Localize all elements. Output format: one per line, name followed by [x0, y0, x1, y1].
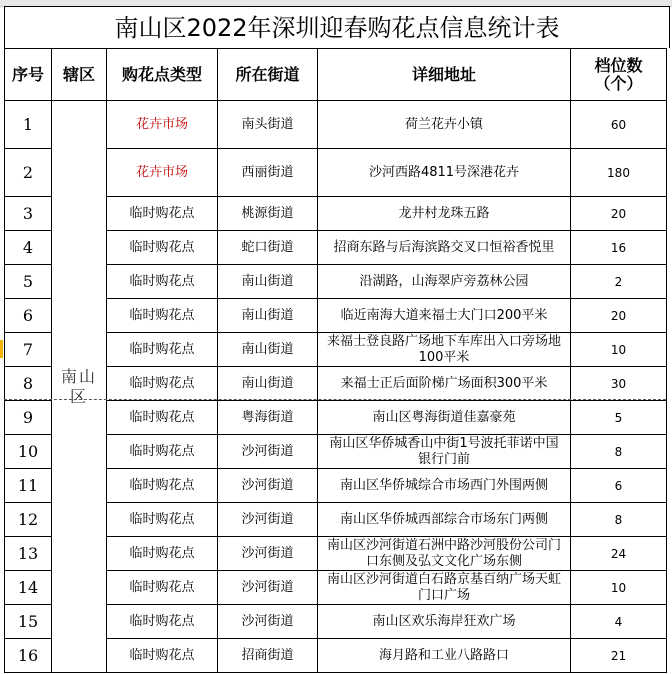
row-address: 南山区华侨城西部综合市场东门两侧 [318, 503, 571, 537]
row-type: 临时购花点 [107, 605, 218, 639]
row-seq: 9 [5, 401, 52, 435]
row-type: 临时购花点 [107, 537, 218, 571]
row-seq: 7 [5, 333, 52, 367]
row-seq: 16 [5, 639, 52, 673]
row-seq: 11 [5, 469, 52, 503]
header-district: 辖区 [52, 49, 107, 101]
row-count: 20 [571, 197, 667, 231]
row-type: 临时购花点 [107, 265, 218, 299]
header-address: 详细地址 [318, 49, 571, 101]
row-street: 粤海街道 [218, 401, 318, 435]
row-seq: 12 [5, 503, 52, 537]
row-count: 10 [571, 571, 667, 605]
row-count: 2 [571, 265, 667, 299]
row-type: 临时购花点 [107, 639, 218, 673]
row-type: 花卉市场 [107, 149, 218, 197]
row-address: 南山区沙河街道白石路京基百纳广场天虹门口广场 [318, 571, 571, 605]
row-address: 南山区粤海街道佳嘉豪苑 [318, 401, 571, 435]
row-seq: 6 [5, 299, 52, 333]
row-type: 临时购花点 [107, 299, 218, 333]
row-type: 临时购花点 [107, 503, 218, 537]
row-street: 南山街道 [218, 265, 318, 299]
row-type: 临时购花点 [107, 367, 218, 401]
row-address: 南山区沙河街道石洲中路沙河股份公司门口东侧及弘文文化广场东侧 [318, 537, 571, 571]
row-seq: 5 [5, 265, 52, 299]
row-type: 临时购花点 [107, 401, 218, 435]
row-address: 临近南海大道来福士大门口200平米 [318, 299, 571, 333]
row-count: 60 [571, 101, 667, 149]
row-type: 临时购花点 [107, 469, 218, 503]
row-count: 5 [571, 401, 667, 435]
row-type: 临时购花点 [107, 571, 218, 605]
row-address: 来福士正后面阶梯广场面积300平米 [318, 367, 571, 401]
row-address: 龙井村龙珠五路 [318, 197, 571, 231]
row-type: 临时购花点 [107, 435, 218, 469]
row-seq: 14 [5, 571, 52, 605]
row-count: 24 [571, 537, 667, 571]
row-street: 南山街道 [218, 299, 318, 333]
row-street: 沙河街道 [218, 571, 318, 605]
header-street: 所在街道 [218, 49, 318, 101]
row-seq: 13 [5, 537, 52, 571]
row-count: 20 [571, 299, 667, 333]
header-count-line2: （个） [594, 73, 643, 93]
row-count: 16 [571, 231, 667, 265]
row-type: 临时购花点 [107, 333, 218, 367]
row-street: 蛇口街道 [218, 231, 318, 265]
row-count: 8 [571, 503, 667, 537]
table-title: 南山区2022年深圳迎春购花点信息统计表 [4, 6, 670, 48]
row-type: 临时购花点 [107, 231, 218, 265]
row-address: 来福士登良路广场地下车库出入口旁场地100平米 [318, 333, 571, 367]
row-type: 临时购花点 [107, 197, 218, 231]
row-street: 桃源街道 [218, 197, 318, 231]
row-seq: 2 [5, 149, 52, 197]
row-count: 8 [571, 435, 667, 469]
row-count: 6 [571, 469, 667, 503]
row-address: 沙河西路4811号深港花卉 [318, 149, 571, 197]
row-address: 南山区华侨城香山中街1号波托菲诺中国银行门前 [318, 435, 571, 469]
row-street: 沙河街道 [218, 537, 318, 571]
row-street: 南山街道 [218, 333, 318, 367]
table-body [5, 101, 667, 673]
header-count-line1: 档位数 [594, 55, 643, 75]
flower-points-table [4, 48, 667, 673]
row-street: 沙河街道 [218, 435, 318, 469]
row-street: 西丽街道 [218, 149, 318, 197]
row-address: 海月路和工业八路路口 [318, 639, 571, 673]
row-count: 4 [571, 605, 667, 639]
district-cell [52, 101, 107, 673]
row-street: 沙河街道 [218, 605, 318, 639]
row-seq: 1 [5, 101, 52, 149]
row-seq: 3 [5, 197, 52, 231]
row-seq: 8 [5, 367, 52, 401]
row-count: 10 [571, 333, 667, 367]
row-seq: 15 [5, 605, 52, 639]
row-count: 21 [571, 639, 667, 673]
row-address: 南山区欢乐海岸狂欢广场 [318, 605, 571, 639]
row-marker [0, 340, 3, 358]
row-type: 花卉市场 [107, 101, 218, 149]
district-label: 南山区 [61, 366, 98, 406]
header-seq: 序号 [5, 49, 52, 101]
row-seq: 4 [5, 231, 52, 265]
row-street: 沙河街道 [218, 469, 318, 503]
row-address: 招商东路与后海滨路交叉口恒裕香悦里 [318, 231, 571, 265]
row-seq: 10 [5, 435, 52, 469]
row-street: 招商街道 [218, 639, 318, 673]
row-street: 南山街道 [218, 367, 318, 401]
row-street: 南头街道 [218, 101, 318, 149]
row-street: 沙河街道 [218, 503, 318, 537]
table-row [5, 101, 667, 149]
row-address: 荷兰花卉小镇 [318, 101, 571, 149]
header-count [571, 49, 667, 101]
row-count: 30 [571, 367, 667, 401]
header-row [5, 49, 667, 101]
row-address: 南山区华侨城综合市场西门外围两侧 [318, 469, 571, 503]
row-address: 沿湖路，山海翠庐旁荔林公园 [318, 265, 571, 299]
row-count: 180 [571, 149, 667, 197]
header-type: 购花点类型 [107, 49, 218, 101]
